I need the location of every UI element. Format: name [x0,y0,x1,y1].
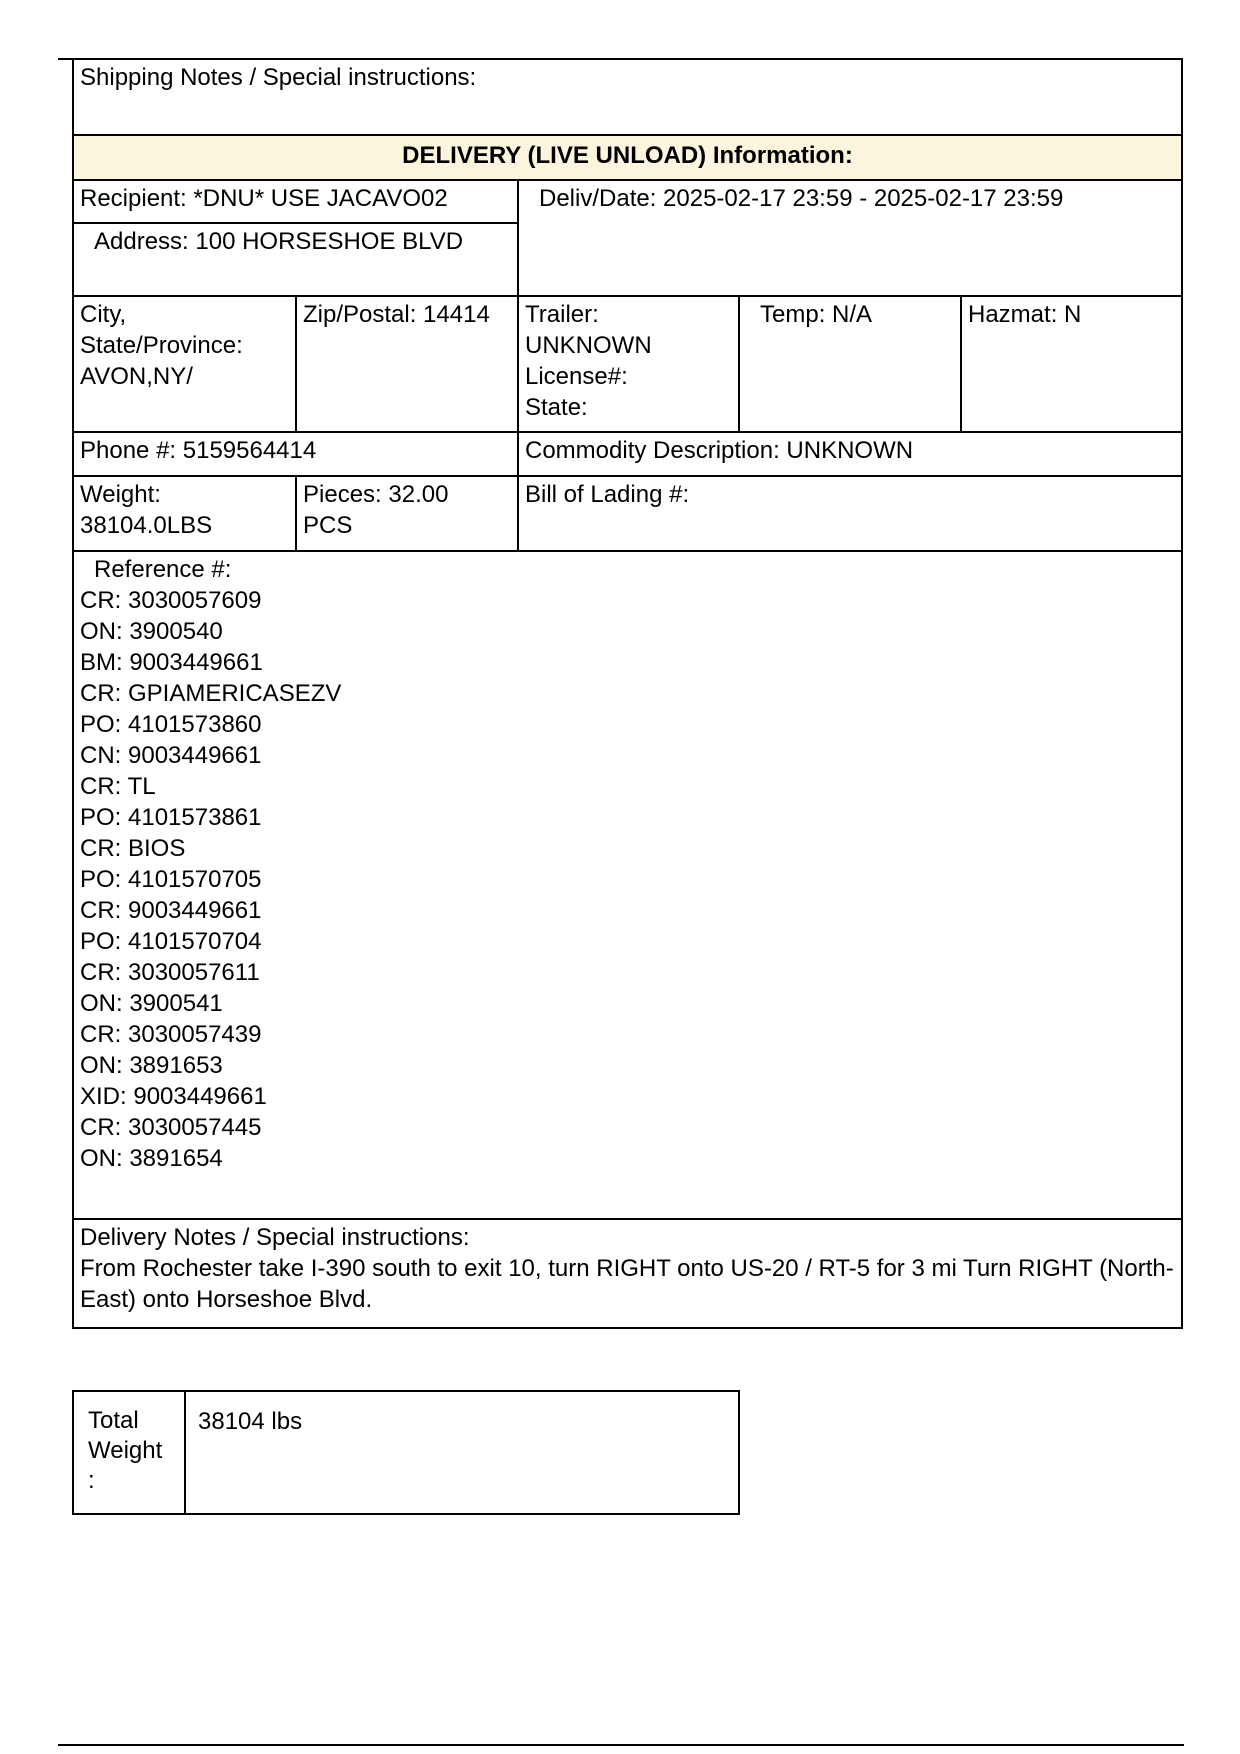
recipient-cell [74,179,517,222]
total-weight-value-cell [184,1392,738,1513]
temp-value: Temp: N/A [760,301,873,328]
delivery-header-text: DELIVERY (LIVE UNLOAD) Information: [402,142,853,169]
reference-list [80,585,1175,1174]
city-line-1: City, [80,301,127,328]
weight-cell [74,475,295,550]
reference-item: PO: 4101573860 [80,711,262,738]
deliv-date-value: Deliv/Date: 2025-02-17 23:59 - 2025-02-17 23:59 [539,185,1064,212]
city-line-3: AVON,NY/ [80,363,193,390]
pieces-line-1: Pieces: 32.00 [303,481,449,508]
city-cell [74,295,295,431]
bill-of-lading-value: Bill of Lading #: [525,481,690,508]
trailer-cell [517,295,738,431]
trailer-line-1: Trailer: [525,301,599,328]
reference-item: ON: 3891653 [80,1052,223,1079]
city-line-2: State/Province: [80,332,243,359]
deliv-date-cell [517,179,1181,295]
reference-item: ON: 3900540 [80,618,223,645]
address-value: Address: 100 HORSESHOE BLVD [94,228,464,255]
hazmat-cell [960,295,1181,431]
delivery-form-table [72,58,1183,1329]
zip-value: Zip/Postal: 14414 [303,301,490,328]
reference-item: CR: GPIAMERICASEZV [80,680,342,707]
reference-item: CR: TL [80,773,156,800]
trailer-line-3: License#: [525,363,628,390]
total-weight-table [72,1390,740,1515]
top-rule [58,58,72,60]
temp-cell [738,295,960,431]
total-weight-label-line: : [88,1467,95,1494]
reference-item: ON: 3891654 [80,1145,223,1172]
reference-item: CR: 3030057609 [80,587,262,614]
reference-item: CN: 9003449661 [80,742,262,769]
reference-item: CR: 3030057611 [80,959,260,986]
weight-line-1: Weight: [80,481,161,508]
reference-item: CR: BIOS [80,835,186,862]
phone-value: Phone #: 5159564414 [80,437,317,464]
hazmat-value: Hazmat: N [968,301,1082,328]
commodity-cell [517,431,1181,475]
reference-cell [74,550,1181,1218]
reference-item: CR: 3030057439 [80,1021,262,1048]
reference-label: Reference #: [94,556,232,583]
phone-cell [74,431,517,475]
total-weight-label-cell [74,1392,184,1513]
address-cell [74,222,517,295]
reference-item: PO: 4101570704 [80,928,262,955]
delivery-header [74,134,1181,179]
reference-item: BM: 9003449661 [80,649,263,676]
zip-cell [295,295,517,431]
recipient-value: Recipient: *DNU* USE JACAVO02 [80,185,448,212]
shipping-notes-label: Shipping Notes / Special instructions: [80,64,477,91]
reference-item: PO: 4101570705 [80,866,262,893]
reference-item: XID: 9003449661 [80,1083,267,1110]
bottom-rule [58,1744,1184,1746]
reference-item: PO: 4101573861 [80,804,262,831]
trailer-line-4: State: [525,394,588,421]
weight-line-2: 38104.0LBS [80,512,213,539]
delivery-notes-cell [74,1218,1181,1327]
reference-item: CR: 9003449661 [80,897,262,924]
trailer-line-2: UNKNOWN [525,332,652,359]
shipping-notes-cell [74,60,1181,134]
pieces-line-2: PCS [303,512,353,539]
total-weight-value: 38104 lbs [198,1408,303,1435]
total-weight-label-line: Weight [88,1437,163,1464]
delivery-notes-text: From Rochester take I-390 south to exit 10, turn RIGHT onto US-20 / RT-5 for 3 mi Turn RIGHT (North-East) onto Horseshoe Blvd. [80,1255,1174,1313]
bill-of-lading-cell [517,475,1181,550]
delivery-notes-label: Delivery Notes / Special instructions: [80,1224,470,1251]
commodity-value: Commodity Description: UNKNOWN [525,437,914,464]
total-weight-label-line: Total [88,1407,139,1434]
pieces-cell [295,475,517,550]
reference-item: ON: 3900541 [80,990,223,1017]
reference-item: CR: 3030057445 [80,1114,262,1141]
